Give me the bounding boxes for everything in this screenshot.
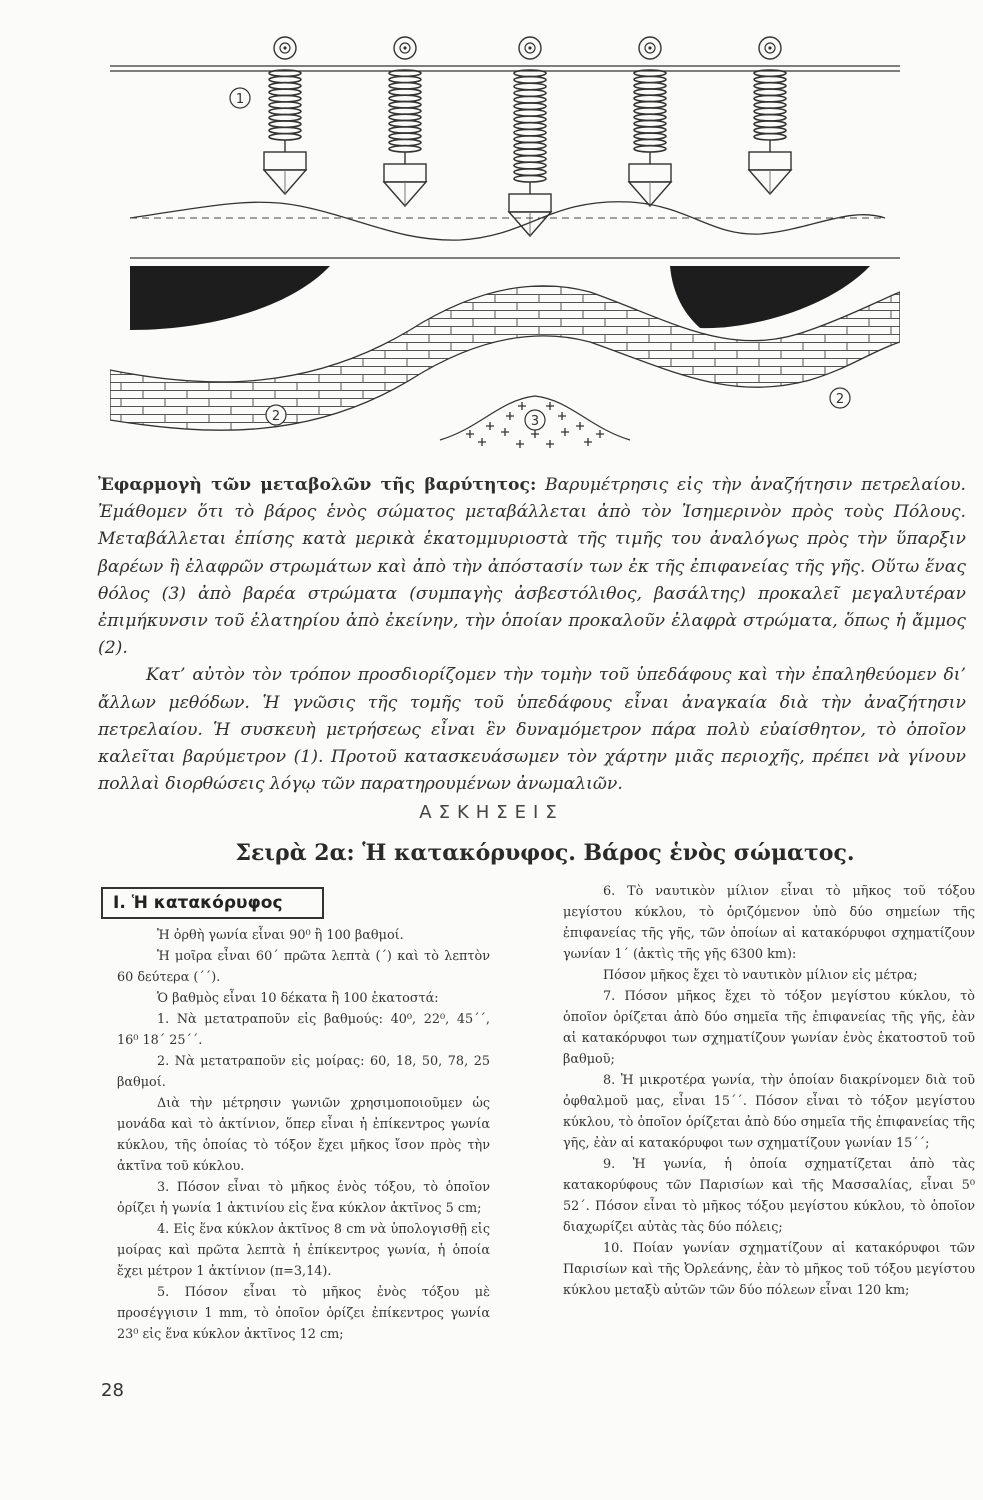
exercise-item: 6. Τὸ ναυτικὸν μίλιον εἶναι τὸ μῆκος τοῦ τόξου μεγίστου κύκλου, τὸ ὁριζόμενον ὑπὸ δύο σημείων τῆς ἐπιφανείας τῆς γῆς, τῶν ὁποίων αἱ κατακόρυφοι σχηματίζουν γωνίαν 1΄ (ἀκτὶς τῆς γῆς 6300 km): (563, 884, 975, 962)
exercise-item: 8. Ἡ μικροτέρα γωνία, τὴν ὁποίαν διακρίνομεν διὰ τοῦ ὀφθαλμοῦ μας, εἶναι 15΄΄. Πόσον εἶναι τὸ τόξον μεγίστου κύκλου, τὸ ὁποῖον ὁρίζεται ἀπὸ δύο σημεῖα τῆς ἐπιφανείας τῆς γῆς, ἐὰν αἱ κατακόρυφοι των σχηματίζουν γωνίαν 15΄΄; (563, 1073, 975, 1151)
figure-caption (98, 472, 966, 798)
series-heading: Σειρὰ 2α: Ἡ κατακόρυφος. Βάρος ἑνὸς σώματος. (235, 840, 855, 866)
exercise-item: 9. Ἡ γωνία, ἡ ὁποία σχηματίζεται ἀπὸ τὰς κατακορύφους τῶν Παρισίων καὶ τῆς Μασσαλίας, εἶναι 5⁰ 52΄. Πόσον εἶναι τὸ μῆκος τόξου μεγίστου κύκλου, τὸ ὁποῖον διαχωρίζει αὐτὰς τὰς δύο πόλεις; (563, 1157, 975, 1235)
caption-text: Βαρυμέτρησις εἰς τὴν ἀναζήτησιν πετρελαίου. Ἐμάθομεν ὅτι τὸ βάρος ἑνὸς σώματος μεταβάλλεται ἀπὸ τὸν Ἰσημερινὸν πρὸς τοὺς Πόλους. Μεταβάλλεται ἐπίσης κατὰ μερικὰ ἑκατομμυριοστὰ τῆς τιμῆς του ἀναλόγως πρὸς τὴν ὕπαρξιν βαρέων ἢ ἐλαφρῶν στρωμάτων καὶ ἀπὸ τὴν ἀπόστασίν των ἐκ τῆς ἐπιφανείας τῆς γῆς. Οὕτω ἕνας θόλος (3) ἀπὸ βαρέα στρώματα (συμπαγὴς ἀσβεστόλιθος, βασάλτης) προκαλεῖ μεγαλυτέραν ἐπιμήκυνσιν τοῦ ἐλατηρίου ἀπὸ ἐκείνην, τὴν ὁποίαν προκαλοῦν ἐλαφρὰ στρώματα, ὅπως ἡ ἄμμος (2). (98, 475, 966, 659)
caption-paragraph-2: Κατ’ αὐτὸν τὸν τρόπον προσδιορίζομεν τὴν τομὴν τοῦ ὑπεδάφους καὶ τὴν ἐπαληθεύομεν δι’ ἄλλων μεθόδων. Ἡ γνῶσις τῆς τομῆς τοῦ ὑπεδάφους εἶναι ἀναγκαία διὰ τὴν ἀναζήτησιν πετρελαίου. Ἡ συσκευὴ μετρήσεως εἶναι ἓν δυναμόμετρον πάρα πολὺ εὐαίσθητον, τὸ ὁποῖον καλεῖται βαρύμετρον (1). Προτοῦ κατασκευάσωμεν τὸν χάρτην μιᾶς περιοχῆς, πρέπει νὰ γίνουν πολλαὶ διορθώσεις λόγῳ τῶν παρατηρουμένων ἀνωμαλιῶν. (98, 665, 966, 795)
exercise-item: Ἡ ὀρθὴ γωνία εἶναι 90⁰ ἢ 100 βαθμοί. (157, 928, 404, 943)
exercise-item: Διὰ τὴν μέτρησιν γωνιῶν χρησιμοποιοῦμεν ὡς μονάδα καὶ τὸ ἀκτίνιον, ὅπερ εἶναι ἡ ἐπίκεντρος γωνία κύκλου, τῆς ὁποίας τὸ τόξον ἔχει μῆκος ἴσον πρὸς τὴν ἀκτῖνα τοῦ κύκλου. (117, 1096, 490, 1174)
exercise-item: 5. Πόσον εἶναι τὸ μῆκος ἑνὸς τόξου μὲ προσέγγισιν 1 mm, τὸ ὁποῖον ὁρίζει ἐπίκεντρος γωνία 23⁰ εἰς ἕνα κύκλον ἀκτῖνος 12 cm; (117, 1285, 490, 1342)
marker-2-left-label: 2 (271, 409, 281, 424)
exercise-item: Ὁ βαθμὸς εἶναι 10 δέκατα ἢ 100 ἑκατοστά: (157, 991, 439, 1006)
gravimeter (629, 37, 671, 206)
exercise-item: Ἡ μοῖρα εἶναι 60΄ πρῶτα λεπτὰ (΄) καὶ τὸ λεπτὸν 60 δεύτερα (΄΄). (117, 949, 490, 985)
right-column (563, 881, 975, 1301)
exercise-item: 1. Νὰ μετατραποῦν εἰς βαθμούς: 40⁰, 22⁰, 45΄΄, 16⁰ 18΄ 25΄΄. (117, 1012, 490, 1048)
caption-paragraph-1 (98, 472, 966, 662)
gravimeter (384, 37, 426, 206)
caption-lead: Ἐφαρμογὴ τῶν μεταβολῶν τῆς βαρύτητος: (98, 475, 537, 495)
dark-layer-left (130, 266, 330, 330)
exercise-item: 4. Εἰς ἕνα κύκλον ἀκτῖνος 8 cm νὰ ὑπολογισθῇ εἰς μοίρας καὶ πρῶτα λεπτὰ ἡ ἐπίκεντρος γωνία, ἡ ὁποία ἔχει μέτρον 1 ἀκτίνιον (π=3,14). (117, 1222, 490, 1279)
exercise-item: 3. Πόσον εἶναι τὸ μῆκος ἑνὸς τόξου, τὸ ὁποῖον ὁρίζει ἡ γωνία 1 ἀκτινίου εἰς ἕνα κύκλον ἀκτῖνος 5 cm; (117, 1180, 490, 1216)
marker-2-right-label: 2 (835, 392, 845, 407)
gravimeter-springs (264, 37, 791, 236)
left-column (117, 925, 490, 1345)
exercise-item: Πόσον μῆκος ἔχει τὸ ναυτικὸν μίλιον εἰς μέτρα; (603, 968, 918, 983)
exercises-heading: ΑΣΚΗΣΕΙΣ (419, 802, 564, 823)
gravimeter-illustration (110, 30, 900, 460)
exercise-item: 2. Νὰ μετατραποῦν εἰς μοίρας: 60, 18, 50, 78, 25 βαθμοί. (117, 1054, 490, 1090)
section-label: I. Ἡ κατακόρυφος (101, 887, 324, 919)
page-number: 28 (101, 1380, 124, 1401)
marker-3-label: 3 (530, 414, 540, 429)
gravimeter (509, 37, 551, 236)
gravimeter (264, 37, 306, 194)
exercise-item: 10. Ποίαν γωνίαν σχηματίζουν αἱ κατακόρυφοι τῶν Παρισίων καὶ τῆς Ὀρλεάνης, ἐὰν τὸ μῆκος τοῦ τόξου μεγίστου κύκλου μεταξὺ αὐτῶν τῶν δύο πόλεων εἶναι 120 km; (563, 1241, 975, 1298)
exercise-item: 7. Πόσον μῆκος ἔχει τὸ τόξον μεγίστου κύκλου, τὸ ὁποῖον ὁρίζεται ἀπὸ δύο σημεῖα τῆς ἐπιφανείας τῆς γῆς, ἐὰν αἱ κατακόρυφοι των σχηματίζουν γωνίαν ἑνὸς ἑκατοστοῦ τοῦ βαθμοῦ; (563, 989, 975, 1067)
marker-1-label: 1 (235, 92, 245, 107)
gravimeter (749, 37, 791, 194)
gravity-curve (130, 202, 885, 240)
